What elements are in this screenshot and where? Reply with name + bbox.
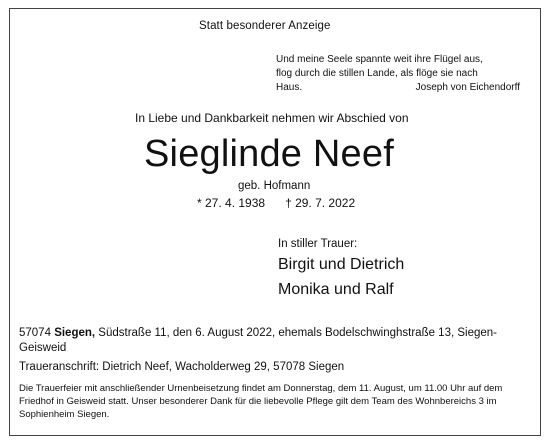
service-postcode: 57074 [19,327,51,339]
poem-line: Und meine Seele spannte weit ihre Flügel aus, [276,54,483,65]
poem-author: Joseph von Eichendorff [415,82,520,93]
service-details: Südstraße 11, den 6. August 2022, ehemals Bodelschwinghstraße 13, Siegen-Geisweid [19,327,498,354]
life-dates [197,196,355,210]
birth-name: geb. Hofmann [238,180,311,192]
birth-date: * 27. 4. 1938 [197,196,266,210]
mourner-name: Monika und Ralf [278,281,394,298]
poem-last-line [276,81,520,95]
mourner-name: Birgit und Dietrich [278,256,405,273]
notice-header: Statt besonderer Anzeige [199,20,331,32]
poem-line: Haus. [276,82,303,93]
service-city: Siegen, [54,327,96,339]
death-date: † 29. 7. 2022 [285,196,356,210]
service-info-text: Die Trauerfeier mit anschließender Urnenbeisetzung findet am Donnerstag, dem 11. August, um 11.00 Uhr auf dem Friedhof in Geisweid statt. Unser besonderer Dank für die liebevolle Pflege gilt dem Team des Wohnbereichs 3 im Sophienheim Siegen. [19,383,503,420]
service-location [19,326,519,356]
mourning-address: Traueranschrift: Dietrich Neef, Wacholderweg 29, 57078 Siegen [19,361,345,373]
deceased-name: Sieglinde Neef [144,133,394,175]
mourning-label: In stiller Trauer: [278,238,358,250]
poem-line: flog durch die stillen Lande, als flöge sie nach [276,68,478,79]
farewell-intro: In Liebe und Dankbarkeit nehmen wir Abschied von [135,111,409,125]
